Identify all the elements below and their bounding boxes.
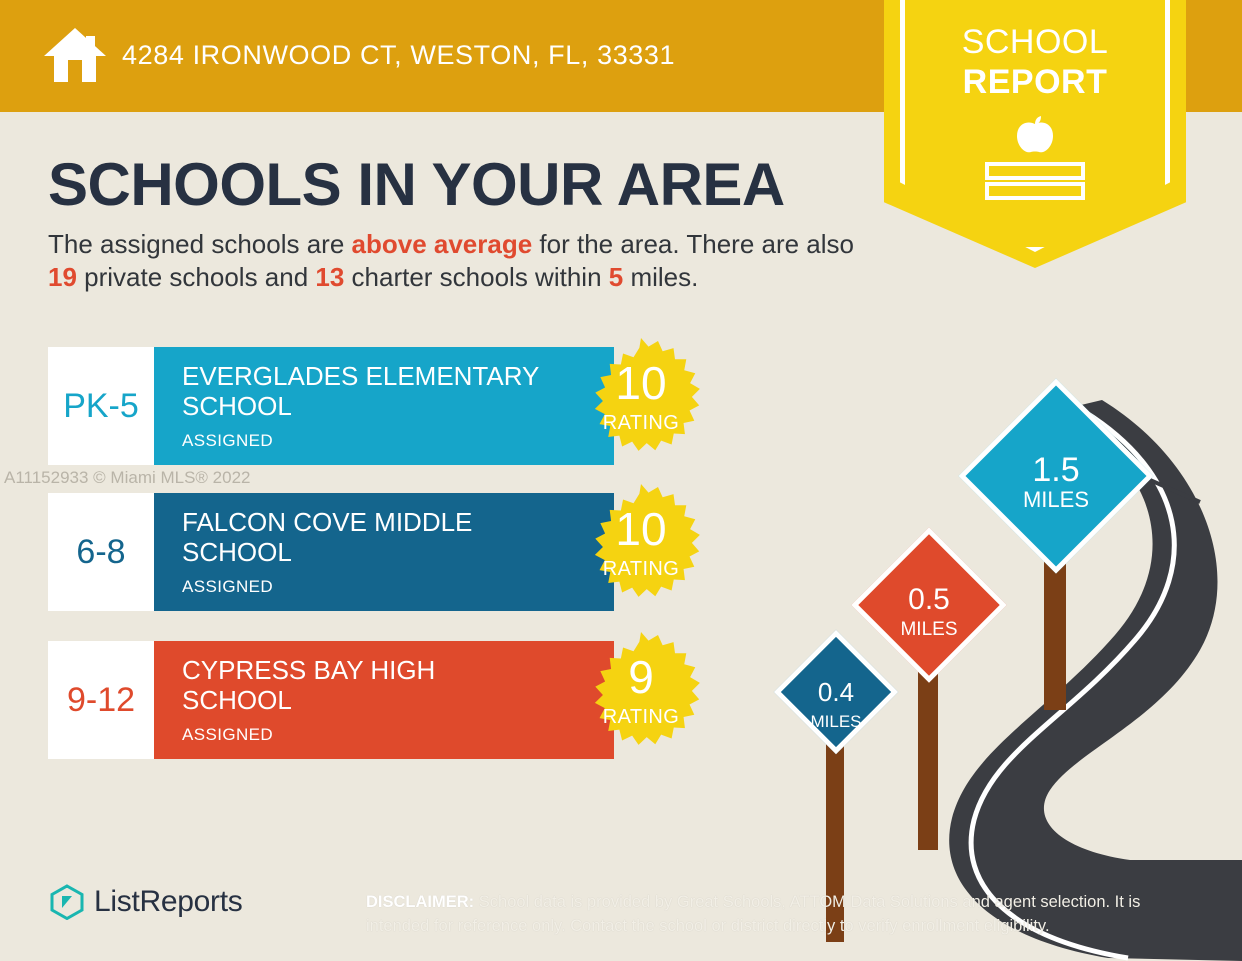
school-bar (154, 641, 614, 759)
property-address: 4284 IRONWOOD CT, WESTON, FL, 33331 (122, 40, 676, 70)
rating-value: 10 (615, 503, 667, 555)
disclaimer-label: DISCLAIMER: (366, 893, 475, 911)
school-status: ASSIGNED (182, 577, 274, 596)
sign-post (918, 660, 938, 850)
sign-text (874, 582, 984, 642)
disclaimer-text: School data is provided by Great Schools, ATTOM Data Solutions and agent selection. It is intended for reference only. Contact the school or district directly to verify enrollment eligibility. (366, 893, 1141, 935)
school-status: ASSIGNED (182, 431, 274, 450)
sign-distance: 1.5 (1032, 451, 1080, 489)
school-rating-badge (573, 632, 709, 768)
badge-title-line1: SCHOOL (961, 23, 1109, 61)
sign-unit: MILES (810, 712, 862, 731)
page-title: SCHOOLS IN YOUR AREA (48, 151, 785, 218)
rating-label: RATING (602, 412, 680, 434)
grade-range-label: 6-8 (76, 532, 126, 571)
intro-part3: private schools and (76, 262, 316, 292)
intro-part4: charter schools within (344, 262, 609, 292)
badge-artwork (884, 116, 1186, 202)
charter-school-count: 13 (315, 262, 345, 292)
listreports-logo (50, 884, 242, 920)
rating-label: RATING (602, 706, 680, 728)
disclaimer (366, 890, 1200, 938)
school-rating-badge (573, 338, 709, 474)
sign-distance: 0.5 (908, 583, 950, 616)
rating-value: 9 (628, 651, 654, 703)
school-status: ASSIGNED (182, 725, 274, 744)
home-icon (42, 26, 108, 86)
school-bar (154, 347, 614, 465)
sign-unit: MILES (900, 619, 958, 640)
rating-label: RATING (602, 558, 680, 580)
listreports-logo-icon (50, 884, 84, 920)
grade-range-label: PK-5 (63, 386, 139, 425)
school-name: EVERGLADES ELEMENTARY SCHOOL (182, 361, 539, 421)
school-row (48, 641, 680, 759)
intro-paragraph (48, 228, 878, 294)
intro-highlight: above average (351, 229, 533, 259)
school-row (48, 493, 680, 611)
grade-range-label: 9-12 (66, 680, 136, 719)
private-school-count: 19 (48, 262, 77, 292)
school-report-badge (884, 0, 1186, 268)
road-illustration (730, 390, 1242, 961)
school-name: CYPRESS BAY HIGH SCHOOL (182, 655, 436, 715)
intro-part1: The assigned schools are (48, 229, 352, 259)
grade-range-box (48, 641, 154, 759)
search-radius: 5 (608, 262, 624, 292)
sign-distance: 0.4 (817, 677, 855, 707)
intro-part2: for the area. There are also (532, 229, 855, 259)
apple-icon (1013, 116, 1057, 156)
school-row (48, 347, 680, 465)
badge-title-line2: REPORT (962, 63, 1108, 101)
sign-text (792, 674, 880, 734)
sign-text (987, 452, 1125, 512)
mls-credit: A11152933 © Miami MLS® 2022 (4, 468, 251, 487)
badge-title (884, 22, 1186, 102)
rating-value: 10 (615, 357, 667, 409)
school-rating-badge (573, 484, 709, 620)
grade-range-box (48, 347, 154, 465)
grade-range-box (48, 493, 154, 611)
intro-part5: miles. (623, 262, 699, 292)
logo-text: ListReports (94, 885, 243, 918)
school-name: FALCON COVE MIDDLE SCHOOL (182, 507, 473, 567)
school-bar (154, 493, 614, 611)
sign-unit: MILES (1022, 487, 1090, 512)
books-icon (985, 160, 1085, 202)
